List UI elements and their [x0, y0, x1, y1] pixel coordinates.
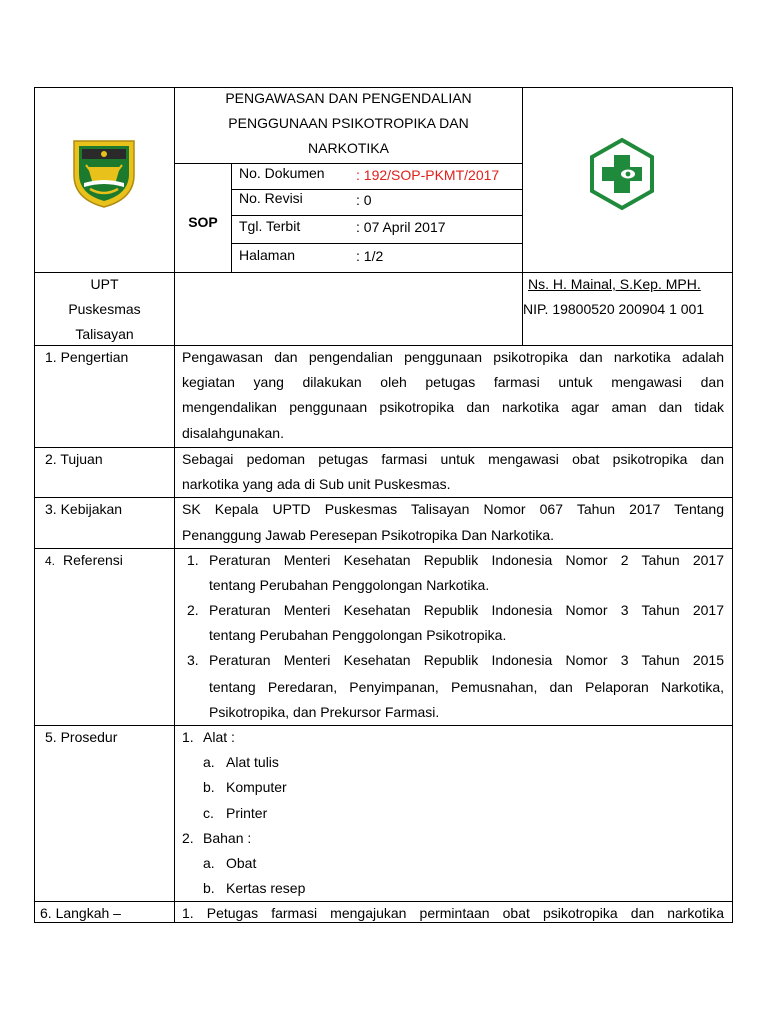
- row-divider: [34, 272, 733, 273]
- table-border-bottom: [34, 922, 733, 923]
- pengertian-line: mengendalikan penggunaan psikotropika dan narkotika agar aman dan tidak: [182, 399, 724, 415]
- document-title-line-2: PENGGUNAAN PSIKOTROPIKA DAN: [228, 115, 469, 131]
- meta-label-tgl-terbit: Tgl. Terbit: [239, 218, 301, 234]
- referensi-item-line: Psikotropika, dan Prekursor Farmasi.: [209, 704, 440, 720]
- regional-emblem: [70, 137, 138, 209]
- meta-label-no-revisi: No. Revisi: [239, 190, 303, 206]
- signatory-name: Ns. H. Mainal, S.Kep. MPH.: [528, 276, 701, 292]
- meta-value-no-dokumen: : 192/SOP-PKMT/2017: [356, 167, 500, 183]
- prosedur-group-title: Bahan :: [203, 830, 252, 846]
- pengertian-line: disalahgunakan.: [182, 425, 284, 441]
- row-divider: [34, 345, 733, 346]
- row-divider: [34, 725, 733, 726]
- row-divider: [231, 215, 522, 216]
- table-border-top: [34, 87, 733, 88]
- prosedur-group-number: 1.: [182, 729, 194, 745]
- referensi-item-line: tentang Perubahan Penggolongan Narkotika.: [209, 577, 490, 593]
- meta-value-no-revisi: : 0: [356, 192, 372, 208]
- row-divider: [34, 901, 733, 902]
- prosedur-item-text: Obat: [226, 855, 257, 871]
- referensi-item-number: 3.: [187, 652, 199, 668]
- section-label-tujuan: 2. Tujuan: [45, 451, 103, 467]
- referensi-item-line: tentang Perubahan Penggolongan Psikotropika.: [209, 627, 507, 643]
- sop-label: SOP: [188, 214, 218, 230]
- meta-value-halaman: : 1/2: [356, 248, 384, 264]
- row-divider: [34, 447, 733, 448]
- meta-value-tgl-terbit: : 07 April 2017: [356, 219, 446, 235]
- pengertian-line: kegiatan yang dilakukan oleh petugas farmasi untuk mengawasi dan: [182, 374, 724, 390]
- row-divider: [34, 548, 733, 549]
- table-border-right: [732, 87, 733, 923]
- document-title-line-1: PENGAWASAN DAN PENGENDALIAN: [225, 90, 472, 106]
- referensi-item-number: 2.: [187, 602, 199, 618]
- col-divider: [231, 163, 232, 273]
- row-divider: [34, 497, 733, 498]
- section-label-kebijakan: 3. Kebijakan: [45, 501, 123, 517]
- prosedur-item-mark: b.: [203, 779, 215, 795]
- referensi-item-line: tentang Peredaran, Penyimpanan, Pemusnahan, dan Pelaporan Narkotika,: [209, 679, 724, 695]
- org-line-1: UPT: [90, 276, 119, 292]
- referensi-item-number: 1.: [187, 552, 199, 568]
- prosedur-item-text: Kertas resep: [226, 880, 306, 896]
- prosedur-item-text: Komputer: [226, 779, 287, 795]
- prosedur-item-mark: a.: [203, 754, 215, 770]
- section-label-referensi: Referensi: [63, 552, 123, 568]
- pengertian-line: Pengawasan dan pengendalian penggunaan psikotropika dan narkotika adalah: [182, 349, 724, 365]
- section-number-referensi: 4.: [45, 554, 56, 568]
- document-title-line-3: NARKOTIKA: [308, 140, 389, 156]
- kebijakan-line: Penanggung Jawab Peresepan Psikotropika Dan Narkotika.: [182, 527, 555, 543]
- signatory-nip: NIP. 19800520 200904 1 001: [523, 301, 705, 317]
- referensi-item-line: Peraturan Menteri Kesehatan Republik Indonesia Nomor 3 Tahun 2017: [209, 602, 724, 618]
- org-line-2: Puskesmas: [68, 301, 141, 317]
- tujuan-line: narkotika yang ada di Sub unit Puskesmas.: [182, 476, 451, 492]
- org-line-3: Talisayan: [75, 326, 134, 342]
- meta-label-halaman: Halaman: [239, 247, 296, 263]
- prosedur-item-mark: a.: [203, 855, 215, 871]
- prosedur-item-text: Alat tulis: [226, 754, 279, 770]
- referensi-item-line: Peraturan Menteri Kesehatan Republik Indonesia Nomor 2 Tahun 2017: [209, 552, 724, 568]
- referensi-item-line: Peraturan Menteri Kesehatan Republik Indonesia Nomor 3 Tahun 2015: [209, 652, 724, 668]
- tujuan-line: Sebagai pedoman petugas farmasi untuk mengawasi obat psikotropika dan: [182, 451, 724, 467]
- puskesmas-logo: [588, 137, 656, 211]
- kebijakan-line: SK Kepala UPTD Puskesmas Talisayan Nomor 067 Tahun 2017 Tentang: [182, 501, 724, 517]
- langkah-first-line: 1. Petugas farmasi mengajukan permintaan obat psikotropika dan narkotika: [182, 905, 724, 921]
- table-border-left: [34, 87, 35, 923]
- prosedur-group-title: Alat :: [203, 729, 235, 745]
- row-divider: [174, 163, 522, 164]
- meta-label-no-dokumen: No. Dokumen: [239, 165, 325, 181]
- section-label-pengertian: 1. Pengertian: [45, 349, 129, 365]
- prosedur-item-mark: b.: [203, 880, 215, 896]
- row-divider: [231, 243, 522, 244]
- prosedur-item-text: Printer: [226, 805, 268, 821]
- prosedur-item-mark: c.: [203, 805, 214, 821]
- section-label-prosedur: 5. Prosedur: [45, 729, 118, 745]
- col-divider: [174, 87, 175, 923]
- section-label-langkah: 6. Langkah –: [40, 905, 121, 921]
- prosedur-group-number: 2.: [182, 830, 194, 846]
